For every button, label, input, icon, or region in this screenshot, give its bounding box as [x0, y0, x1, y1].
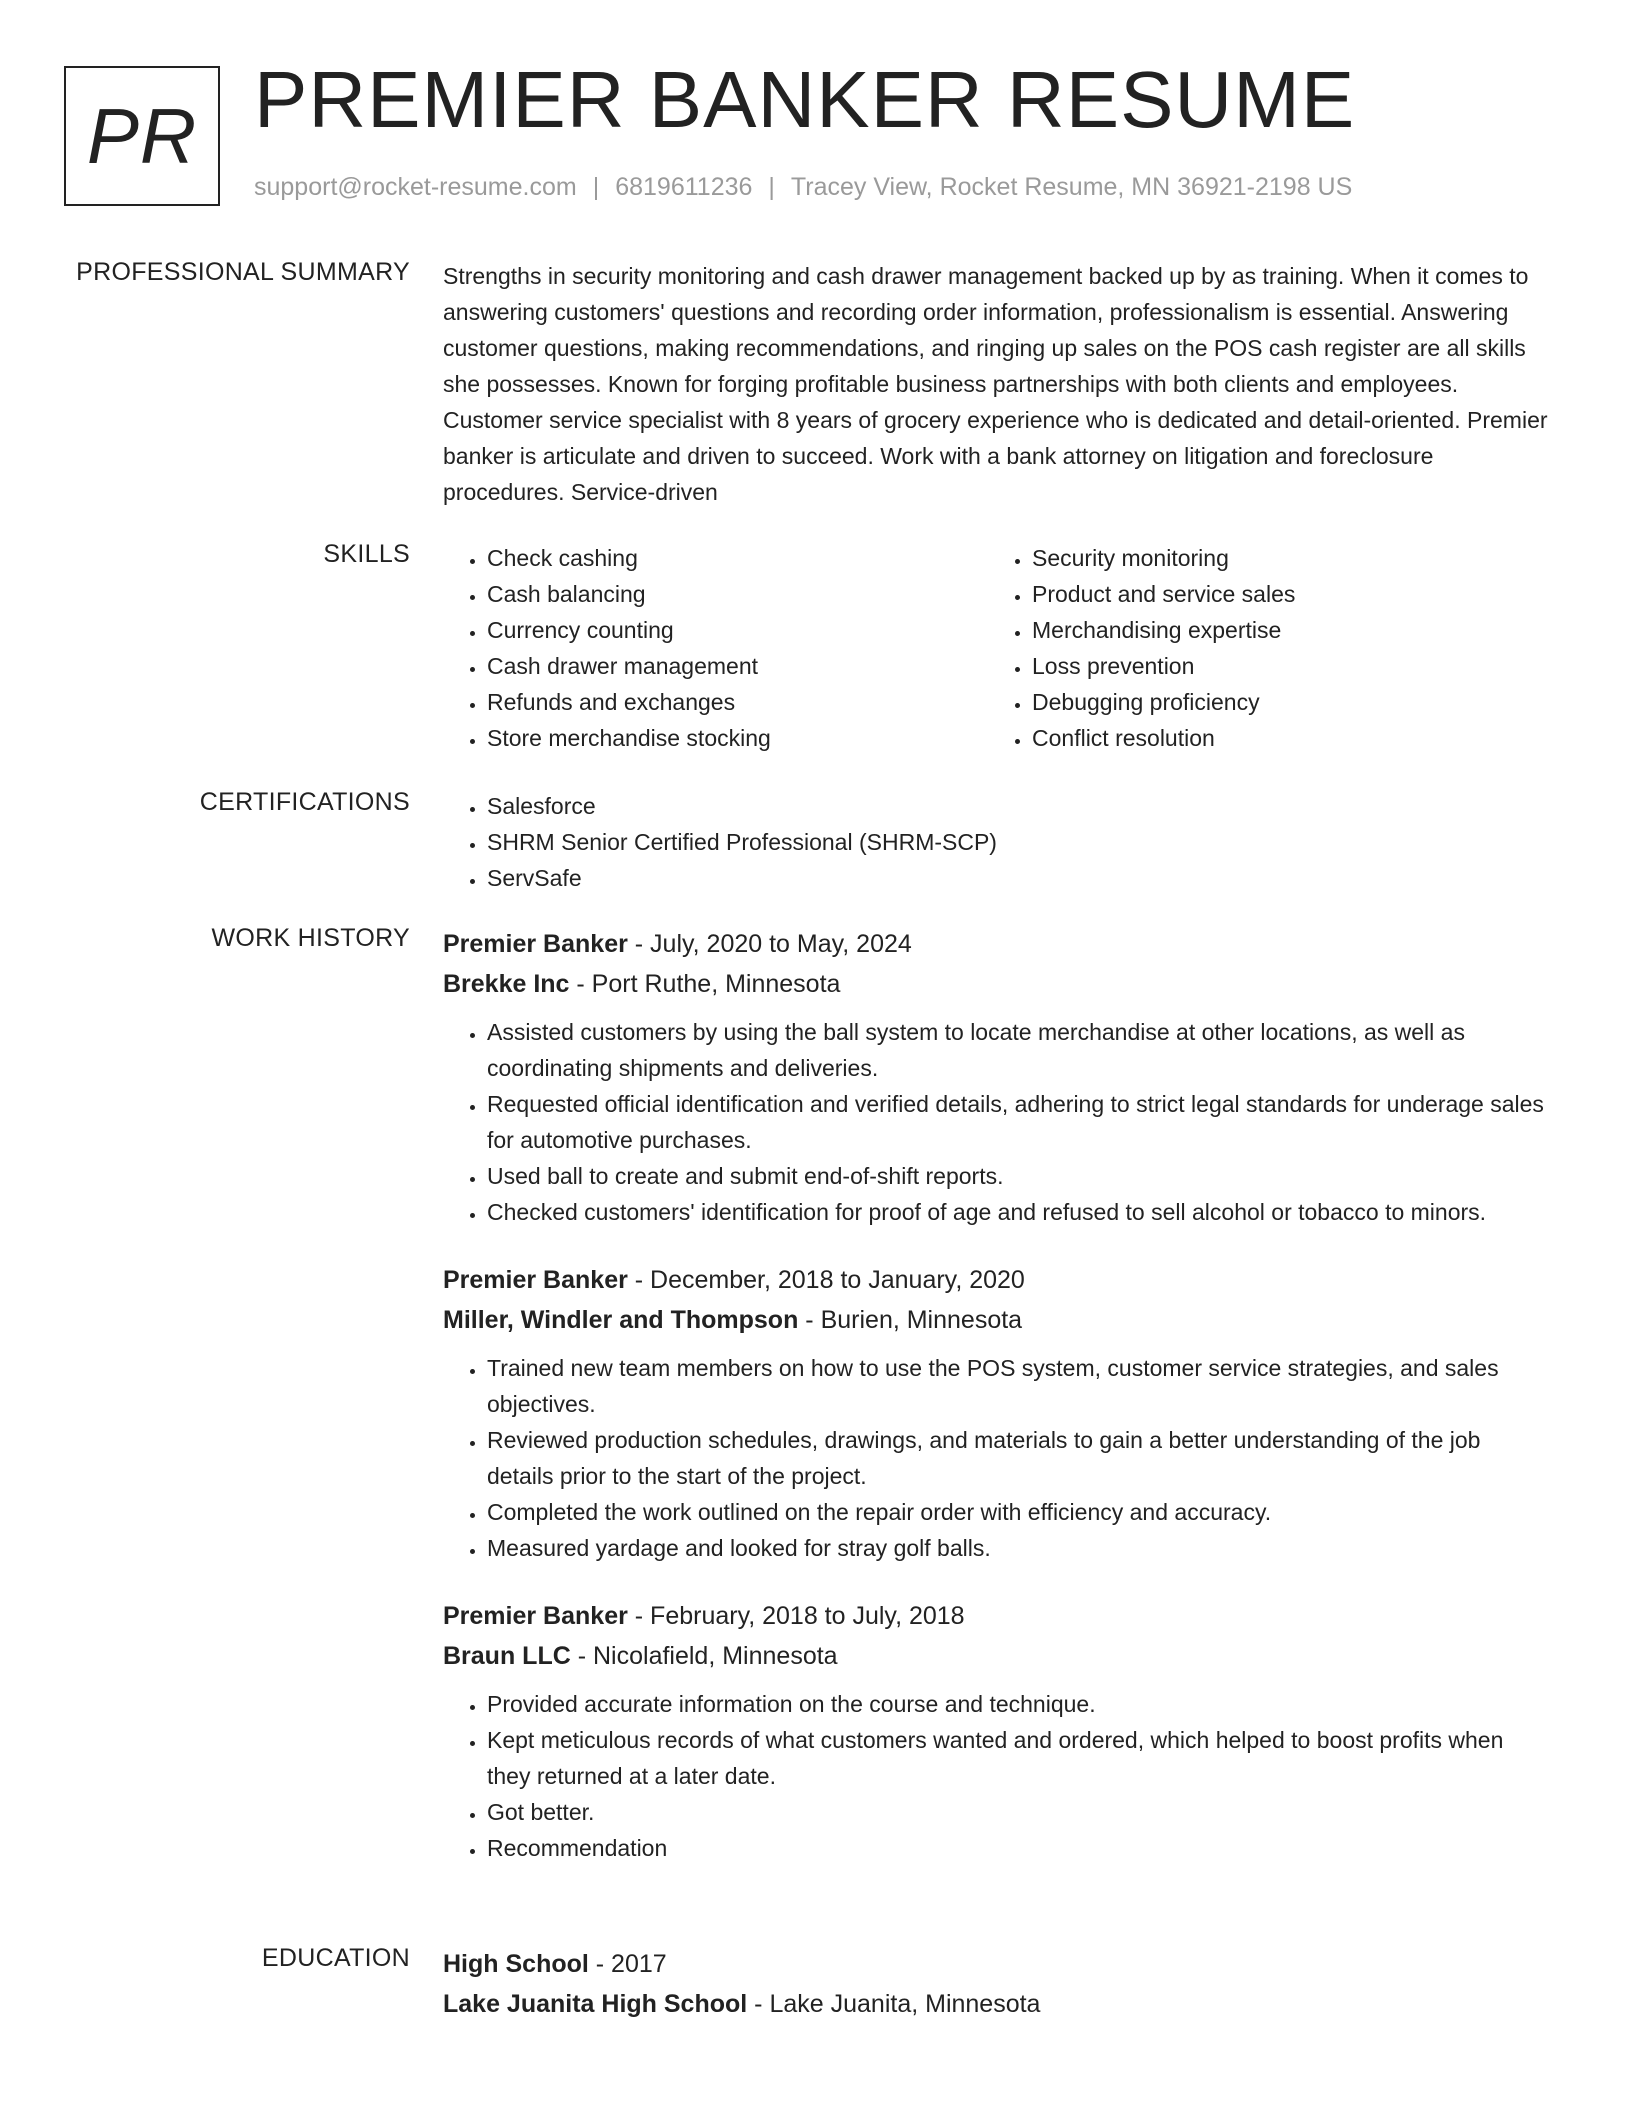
- job-title: Premier Banker: [443, 930, 628, 958]
- contact-phone: 6819611236: [615, 173, 753, 201]
- section-heading-certifications: CERTIFICATIONS: [199, 788, 410, 816]
- skill-item: • Loss prevention: [1032, 648, 1533, 684]
- job-title-line: [443, 1260, 1551, 1300]
- job-title: Premier Banker: [443, 1266, 628, 1294]
- job-location: - Nicolafield, Minnesota: [570, 1642, 838, 1670]
- skills-column-right: [988, 540, 1533, 756]
- skill-item: • Currency counting: [487, 612, 988, 648]
- job-bullet: • Recommendation: [487, 1830, 1551, 1866]
- contact-email: support@rocket-resume.com: [254, 173, 577, 201]
- education-degree-line: [443, 1944, 1551, 1984]
- skills-body: [443, 540, 1551, 756]
- job-bullet: • Got better.: [487, 1794, 1551, 1830]
- job-bullet: • Used ball to create and submit end-of-shift reports.: [487, 1158, 1551, 1194]
- job-company: Miller, Windler and Thompson: [443, 1306, 799, 1334]
- job-title-line: [443, 924, 1551, 964]
- job-dates: - December, 2018 to January, 2020: [627, 1266, 1025, 1294]
- contact-address: Tracey View, Rocket Resume, MN 36921-2198 US: [790, 173, 1353, 201]
- education-body: [443, 1944, 1551, 2024]
- section-heading-skills: SKILLS: [323, 540, 410, 568]
- monogram-initials: PR: [86, 91, 198, 180]
- skill-item: • Product and service sales: [1032, 576, 1533, 612]
- skill-item: • Debugging proficiency: [1032, 684, 1533, 720]
- skill-item: • Merchandising expertise: [1032, 612, 1533, 648]
- skill-item: • Security monitoring: [1032, 540, 1533, 576]
- job-location: - Port Ruthe, Minnesota: [569, 970, 841, 998]
- job-bullet: • Checked customers' identification for proof of age and refused to sell alcohol or tobacco to minors.: [487, 1194, 1551, 1230]
- certification-item: • ServSafe: [487, 860, 1551, 896]
- job-dates: - July, 2020 to May, 2024: [627, 930, 912, 958]
- skill-item: • Store merchandise stocking: [487, 720, 988, 756]
- job-bullet: • Provided accurate information on the course and technique.: [487, 1686, 1551, 1722]
- job-bullet: • Trained new team members on how to use the POS system, customer service strategies, and sales objectives.: [487, 1350, 1551, 1422]
- job-entry: [443, 1596, 1551, 1866]
- work-history-body: [443, 924, 1551, 1896]
- job-bullet: • Requested official identification and verified details, adhering to strict legal standards for underage sales for automotive purchases.: [487, 1086, 1551, 1158]
- section-heading-summary: PROFESSIONAL SUMMARY: [76, 258, 410, 286]
- job-bullet: • Kept meticulous records of what customers wanted and ordered, which helped to boost profits when they returned at a later date.: [487, 1722, 1551, 1794]
- contact-separator: |: [592, 173, 600, 201]
- education-degree: High School: [443, 1950, 589, 1978]
- summary-body: [443, 258, 1551, 510]
- skills-column-left: [443, 540, 988, 756]
- contact-line: [254, 173, 1352, 202]
- job-bullet: • Reviewed production schedules, drawings, and materials to gain a better understanding of the job details prior to the start of the project.: [487, 1422, 1551, 1494]
- education-school-line: [443, 1984, 1551, 2024]
- job-dates: - February, 2018 to July, 2018: [627, 1602, 965, 1630]
- job-location: - Burien, Minnesota: [798, 1306, 1023, 1334]
- section-heading-education: EDUCATION: [261, 1944, 410, 1972]
- skill-item: • Cash balancing: [487, 576, 988, 612]
- skill-item: • Check cashing: [487, 540, 988, 576]
- job-title-line: [443, 1596, 1551, 1636]
- skill-item: • Conflict resolution: [1032, 720, 1533, 756]
- contact-separator: |: [768, 173, 775, 201]
- summary-text: Strengths in security monitoring and cash drawer management backed up by as training. When it comes to answering customers' questions and recording order information, professionalism is essential. Answering customer questions, making recommendations, and ringing up sales on the POS cash register are all skills she possesses. Known for forging profitable business partnerships with both clients and employees. Customer service specialist with 8 years of grocery experience who is dedicated and detail-oriented. Premier banker is articulate and driven to succeed. Work with a bank attorney on litigation and foreclosure procedures. Service-driven: [443, 263, 1548, 505]
- job-bullet: • Assisted customers by using the ball system to locate merchandise at other locations, as well as coordinating shipments and deliveries.: [487, 1014, 1551, 1086]
- certification-item: • Salesforce: [487, 788, 1551, 824]
- resume-title: PREMIER BANKER RESUME: [254, 55, 1356, 144]
- monogram-badge: [64, 66, 220, 206]
- job-company: Brekke Inc: [443, 970, 570, 998]
- certifications-body: [443, 788, 1551, 896]
- education-year: - 2017: [588, 1950, 667, 1978]
- job-company-line: [443, 964, 1551, 1004]
- skill-item: • Refunds and exchanges: [487, 684, 988, 720]
- job-company-line: [443, 1636, 1551, 1676]
- job-bullet: • Measured yardage and looked for stray golf balls.: [487, 1530, 1551, 1566]
- section-heading-work-history: WORK HISTORY: [211, 924, 410, 952]
- job-company: Braun LLC: [443, 1642, 571, 1670]
- job-title: Premier Banker: [443, 1602, 628, 1630]
- education-school: Lake Juanita High School: [443, 1990, 748, 2018]
- education-location: - Lake Juanita, Minnesota: [747, 1990, 1041, 2018]
- certification-item: • SHRM Senior Certified Professional (SHRM-SCP): [487, 824, 1551, 860]
- job-entry: [443, 1260, 1551, 1566]
- skill-item: • Cash drawer management: [487, 648, 988, 684]
- job-company-line: [443, 1300, 1551, 1340]
- job-bullet: • Completed the work outlined on the repair order with efficiency and accuracy.: [487, 1494, 1551, 1530]
- job-entry: [443, 924, 1551, 1230]
